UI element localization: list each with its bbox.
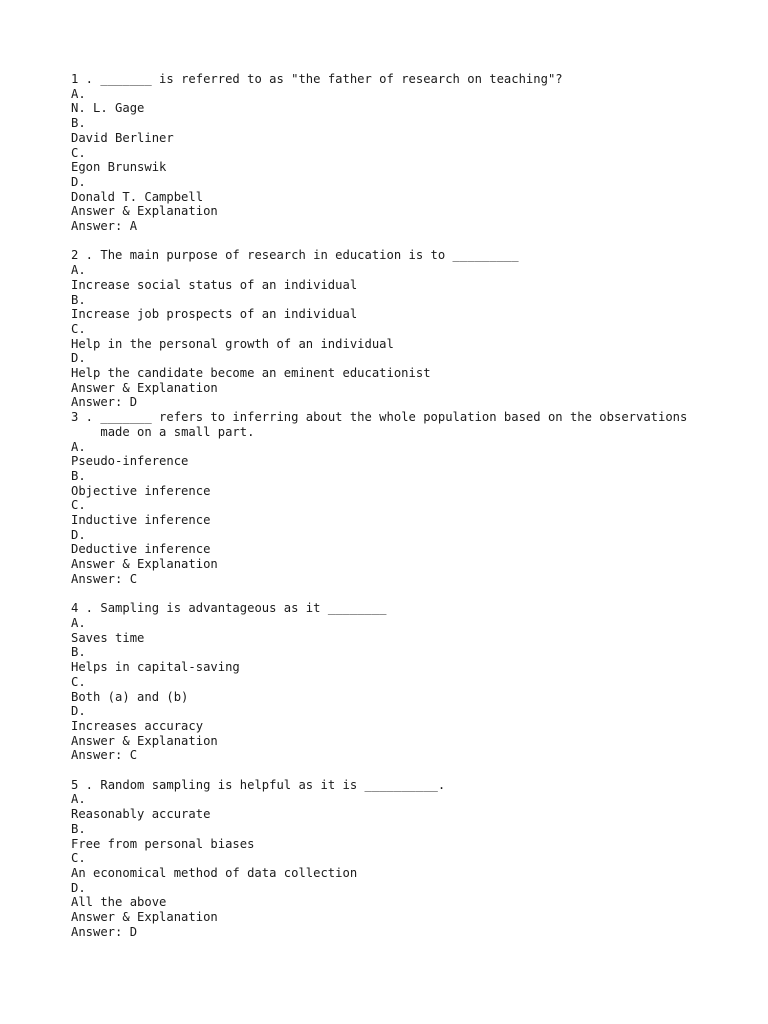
option-letter: D. [71, 351, 86, 366]
option-letter: C. [71, 321, 86, 336]
question-3 [71, 410, 695, 586]
option-text: Inductive inference [71, 513, 211, 528]
option-letter: A. [71, 263, 86, 278]
option-letter: B. [71, 292, 86, 307]
question-4 [71, 601, 691, 763]
option-text: Increase social status of an individual [71, 277, 358, 292]
option-letter: D. [71, 880, 86, 895]
question-text: Sampling is advantageous as it ________ [100, 601, 387, 616]
option-text: An economical method of data collection [71, 865, 358, 880]
answer-text: Answer: C [71, 748, 138, 763]
option-text: All the above [71, 895, 167, 910]
option-letter: B. [71, 821, 86, 836]
option-letter: A. [71, 792, 86, 807]
option-text: Donald T. Campbell [71, 189, 204, 204]
question-number: 5 . [71, 777, 101, 792]
question-stem [71, 601, 691, 616]
option-letter: A. [71, 615, 86, 630]
option-letter: C. [71, 674, 86, 689]
option-text: Increase job prospects of an individual [71, 307, 358, 322]
option-text: N. L. Gage [71, 101, 145, 116]
option-letter: C. [71, 145, 86, 160]
answer-explanation-label: Answer & Explanation [71, 204, 218, 219]
option-letter: A. [71, 439, 86, 454]
option-text: Saves time [71, 630, 145, 645]
answer-explanation-label: Answer & Explanation [71, 910, 218, 925]
question-stem [71, 72, 691, 87]
option-text: Egon Brunswik [71, 160, 167, 175]
option-text: Helps in capital-saving [71, 660, 240, 675]
question-1 [71, 72, 691, 234]
question-5 [71, 778, 691, 940]
option-letter: B. [71, 645, 86, 660]
option-letter: D. [71, 174, 86, 189]
answer-text: Answer: A [71, 219, 138, 234]
answer-text: Answer: C [71, 571, 138, 586]
answer-explanation-label: Answer & Explanation [71, 557, 218, 572]
option-text: David Berliner [71, 130, 174, 145]
option-letter: D. [71, 527, 86, 542]
question-text: Random sampling is helpful as it is __________. [100, 777, 446, 792]
option-text: Both (a) and (b) [71, 689, 189, 704]
question-text: _______ is referred to as "the father of research on teaching"? [100, 72, 563, 86]
question-text: _______ refers to inferring about the whole population based on the observations made on a small part. [100, 410, 695, 439]
option-text: Free from personal biases [71, 836, 255, 851]
option-text: Deductive inference [71, 542, 211, 557]
option-text: Increases accuracy [71, 718, 204, 733]
question-stem [71, 410, 695, 439]
answer-text: Answer: D [71, 395, 138, 410]
option-text: Pseudo-inference [71, 454, 189, 469]
question-2 [71, 248, 691, 410]
option-text: Reasonably accurate [71, 807, 211, 822]
option-letter: B. [71, 116, 86, 131]
answer-text: Answer: D [71, 924, 138, 939]
option-text: Help the candidate become an eminent educationist [71, 366, 431, 381]
answer-explanation-label: Answer & Explanation [71, 380, 218, 395]
option-text: Help in the personal growth of an individual [71, 336, 394, 351]
option-letter: B. [71, 468, 86, 483]
question-text: The main purpose of research in education is to _________ [100, 248, 519, 263]
option-letter: D. [71, 704, 86, 719]
question-number: 3 . [71, 410, 101, 425]
option-text: Objective inference [71, 483, 211, 498]
question-number: 1 . [71, 72, 101, 86]
question-stem [71, 248, 691, 263]
question-number: 2 . [71, 248, 101, 263]
option-letter: C. [71, 498, 86, 513]
question-number: 4 . [71, 601, 101, 616]
question-stem [71, 778, 691, 793]
answer-explanation-label: Answer & Explanation [71, 733, 218, 748]
option-letter: C. [71, 851, 86, 866]
document-body [71, 72, 695, 939]
option-letter: A. [71, 86, 86, 101]
